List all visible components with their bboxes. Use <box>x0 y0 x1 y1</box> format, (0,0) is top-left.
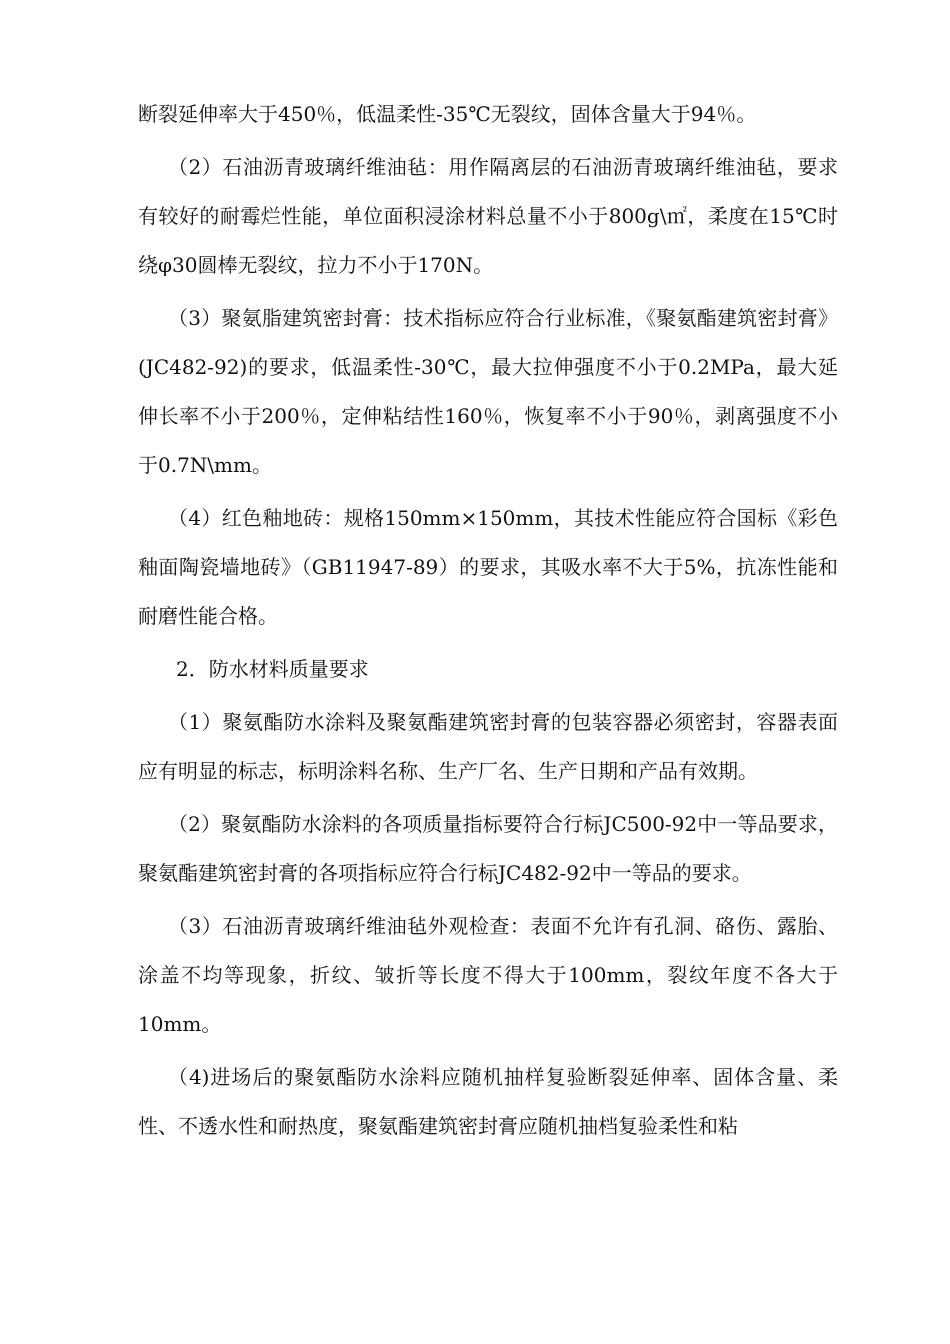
section-heading-quality-requirements: 2．防水材料质量要求 <box>176 657 369 681</box>
paragraph-item-polyurethane-sealant: （3）聚氨脂建筑密封膏：技术指标应符合行业标准，《聚氨酯建筑密封膏》(JC482-92)的要求，低温柔性-30℃，最大拉伸强度不小于0.2MPa，最大延伸长率不小于200％，定伸粘结性160％，恢复率不小于90％，剥离强度不小于0.7N\mm。 <box>138 306 838 477</box>
paragraph-item-packaging: （1）聚氨酯防水涂料及聚氨酯建筑密封膏的包装容器必须密封，容器表面应有明显的标志，标明涂料名称、生产厂名、生产日期和产品有效期。 <box>138 710 838 783</box>
paragraph-item-red-glazed-tile: （4）红色釉地砖：规格150mm×150mm，其技术性能应符合国标《彩色釉面陶瓷墙地砖》（GB11947-89）的要求，其吸水率不大于5%，抗冻性能和耐磨性能合格。 <box>138 506 838 628</box>
document-body <box>138 90 838 1155</box>
paragraph-item-sampling-retest: （4)进场后的聚氨酯防水涂料应随机抽样复验断裂延伸率、固体含量、柔性、不透水性和耐热度，聚氨酯建筑密封膏应随机抽档复验柔性和粘 <box>138 1065 838 1138</box>
paragraph-item-felt-inspection: （3）石油沥青玻璃纤维油毡外观检查：表面不允许有孔洞、硌伤、露胎、涂盖不均等现象，折纹、皱折等长度不得大于100mm，裂纹年度不各大于10mm。 <box>138 914 838 1036</box>
paragraph-item-quality-standards: （2）聚氨酯防水涂料的各项质量指标要符合行标JC500-92中一等品要求，聚氨酯建筑密封膏的各项指标应符合行标JC482-92中一等品的要求。 <box>138 812 838 885</box>
paragraph-continuation: 断裂延伸率大于450％，低温柔性-35℃无裂纹，固体含量大于94％。 <box>138 102 757 126</box>
paragraph-item-glass-fiber-felt: （2）石油沥青玻璃纤维油毡：用作隔离层的石油沥青玻璃纤维油毡，要求有较好的耐霉烂性能，单位面积浸涂材料总量不小于800g\㎡，柔度在15℃时绕φ30圆棒无裂纹，拉力不小于170N。 <box>138 155 838 277</box>
